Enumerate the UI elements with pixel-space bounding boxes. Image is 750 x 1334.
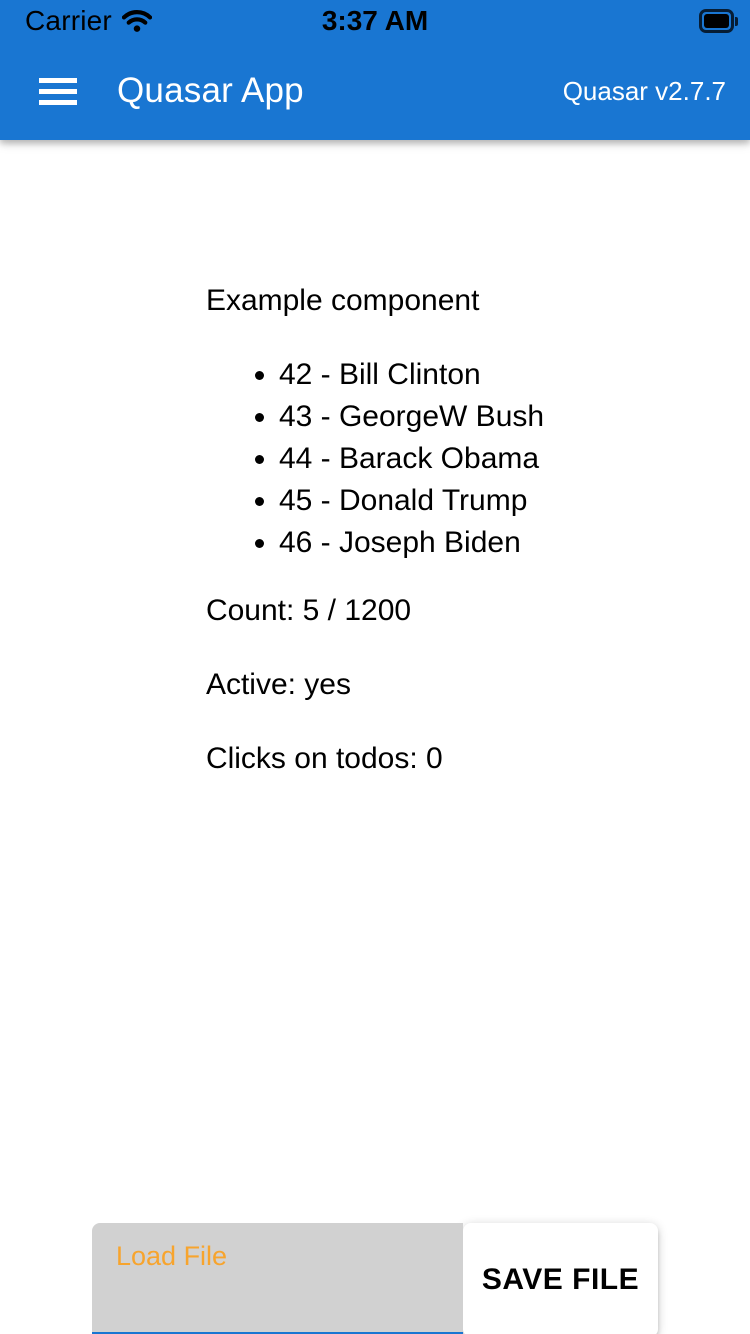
status-bar <box>0 0 750 42</box>
quasar-version-label: Quasar v2.7.7 <box>562 75 726 106</box>
todo-item[interactable]: • 43 - GeorgeW Bush <box>279 396 544 438</box>
count-label: Count: 5 / 1200 <box>205 594 412 627</box>
component-heading: Example component <box>205 284 480 317</box>
page-container <box>0 140 750 1334</box>
load-file-label: Load File <box>116 1241 228 1271</box>
todo-item[interactable]: • 46 - Joseph Biden <box>279 522 544 564</box>
example-component <box>206 140 544 780</box>
todo-item[interactable]: • 44 - Barack Obama <box>279 438 544 480</box>
clicks-label: Clicks on todos: 0 <box>205 742 443 775</box>
menu-button[interactable] <box>33 66 83 116</box>
hamburger-icon <box>39 78 77 83</box>
battery-icon <box>699 9 739 33</box>
carrier-label: Carrier <box>25 5 112 36</box>
todo-list <box>206 354 544 564</box>
app-title: Quasar App <box>117 71 304 110</box>
app-header <box>0 42 750 140</box>
save-file-button-label: SAVE FILE <box>481 1263 640 1296</box>
load-file-input[interactable] <box>92 1223 463 1334</box>
file-controls-row <box>92 1223 658 1334</box>
todo-item[interactable]: • 42 - Bill Clinton <box>279 354 544 396</box>
clock-label: 3:37 AM <box>321 5 429 36</box>
todo-item[interactable]: • 45 - Donald Trump <box>279 480 544 522</box>
save-file-button[interactable] <box>463 1223 658 1334</box>
active-label: Active: yes <box>205 668 351 701</box>
